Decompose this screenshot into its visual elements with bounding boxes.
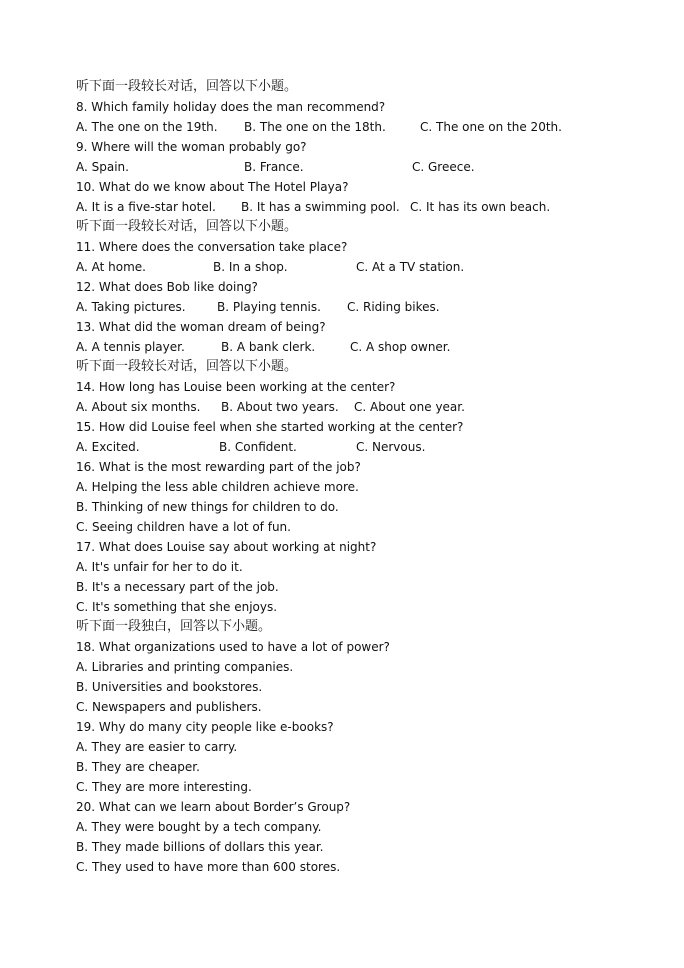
option-b: B. The one on the 18th.: [244, 120, 386, 134]
option-b: B. Playing tennis.: [217, 300, 321, 314]
option-c: C. They used to have more than 600 stores.: [76, 860, 341, 874]
option-a: A. They are easier to carry.: [76, 740, 238, 754]
question-stem: 10. What do we know about The Hotel Playa?: [76, 180, 349, 194]
option-b: B. France.: [244, 160, 304, 174]
option-b: B. They are cheaper.: [76, 760, 200, 774]
question-stem: 19. Why do many city people like e-books?: [76, 720, 334, 734]
option-a: A. Excited.: [76, 440, 140, 454]
option-c: C. Riding bikes.: [347, 300, 440, 314]
option-b: B. They made billions of dollars this year.: [76, 840, 324, 854]
option-a: A. A tennis player.: [76, 340, 185, 354]
option-c: C. Nervous.: [356, 440, 426, 454]
options-row: [76, 297, 636, 317]
section-instruction: 听下面一段独白，回答以下小题。: [76, 619, 272, 634]
question-stem: 18. What organizations used to have a lot of power?: [76, 640, 390, 654]
option-a: A. The one on the 19th.: [76, 120, 218, 134]
question-stem: 15. How did Louise feel when she started working at the center?: [76, 420, 464, 434]
listening-questions: [76, 77, 636, 877]
options-row: [76, 157, 636, 177]
option-c: C. A shop owner.: [350, 340, 451, 354]
option-b: B. Universities and bookstores.: [76, 680, 263, 694]
option-a: A. Spain.: [76, 160, 129, 174]
option-b: B. Thinking of new things for children to do.: [76, 500, 339, 514]
options-row: [76, 437, 636, 457]
option-b: B. About two years.: [221, 400, 339, 414]
option-c: C. Greece.: [412, 160, 475, 174]
question-stem: 8. Which family holiday does the man recommend?: [76, 100, 386, 114]
section-instruction: 听下面一段较长对话，回答以下小题。: [76, 359, 298, 374]
option-a: A. At home.: [76, 260, 146, 274]
option-b: B. A bank clerk.: [221, 340, 316, 354]
option-b: B. Confident.: [219, 440, 297, 454]
option-b: B. In a shop.: [213, 260, 288, 274]
option-c: C. At a TV station.: [356, 260, 465, 274]
question-stem: 9. Where will the woman probably go?: [76, 140, 307, 154]
options-row: [76, 257, 636, 277]
option-b: B. It's a necessary part of the job.: [76, 580, 279, 594]
section-instruction: 听下面一段较长对话，回答以下小题。: [76, 79, 298, 94]
question-stem: 14. How long has Louise been working at the center?: [76, 380, 396, 394]
question-stem: 13. What did the woman dream of being?: [76, 320, 326, 334]
option-a: A. Libraries and printing companies.: [76, 660, 294, 674]
option-a: A. They were bought by a tech company.: [76, 820, 322, 834]
options-row: [76, 117, 636, 137]
option-a: A. Taking pictures.: [76, 300, 186, 314]
option-c: C. They are more interesting.: [76, 780, 252, 794]
question-stem: 17. What does Louise say about working at night?: [76, 540, 377, 554]
question-stem: 12. What does Bob like doing?: [76, 280, 258, 294]
question-stem: 11. Where does the conversation take place?: [76, 240, 348, 254]
options-row: [76, 197, 636, 217]
section-instruction: 听下面一段较长对话，回答以下小题。: [76, 219, 298, 234]
option-c: C. It's something that she enjoys.: [76, 600, 278, 614]
options-row: [76, 397, 636, 417]
options-row: [76, 337, 636, 357]
option-a: A. It is a five-star hotel.: [76, 200, 216, 214]
option-a: A. Helping the less able children achieve more.: [76, 480, 359, 494]
option-c: C. Seeing children have a lot of fun.: [76, 520, 291, 534]
option-a: A. About six months.: [76, 400, 201, 414]
option-a: A. It's unfair for her to do it.: [76, 560, 243, 574]
question-stem: 20. What can we learn about Border’s Group?: [76, 800, 351, 814]
option-c: C. About one year.: [354, 400, 465, 414]
option-c: C. The one on the 20th.: [420, 120, 562, 134]
option-b: B. It has a swimming pool.: [241, 200, 400, 214]
option-c: C. It has its own beach.: [410, 200, 551, 214]
option-c: C. Newspapers and publishers.: [76, 700, 262, 714]
question-stem: 16. What is the most rewarding part of the job?: [76, 460, 361, 474]
